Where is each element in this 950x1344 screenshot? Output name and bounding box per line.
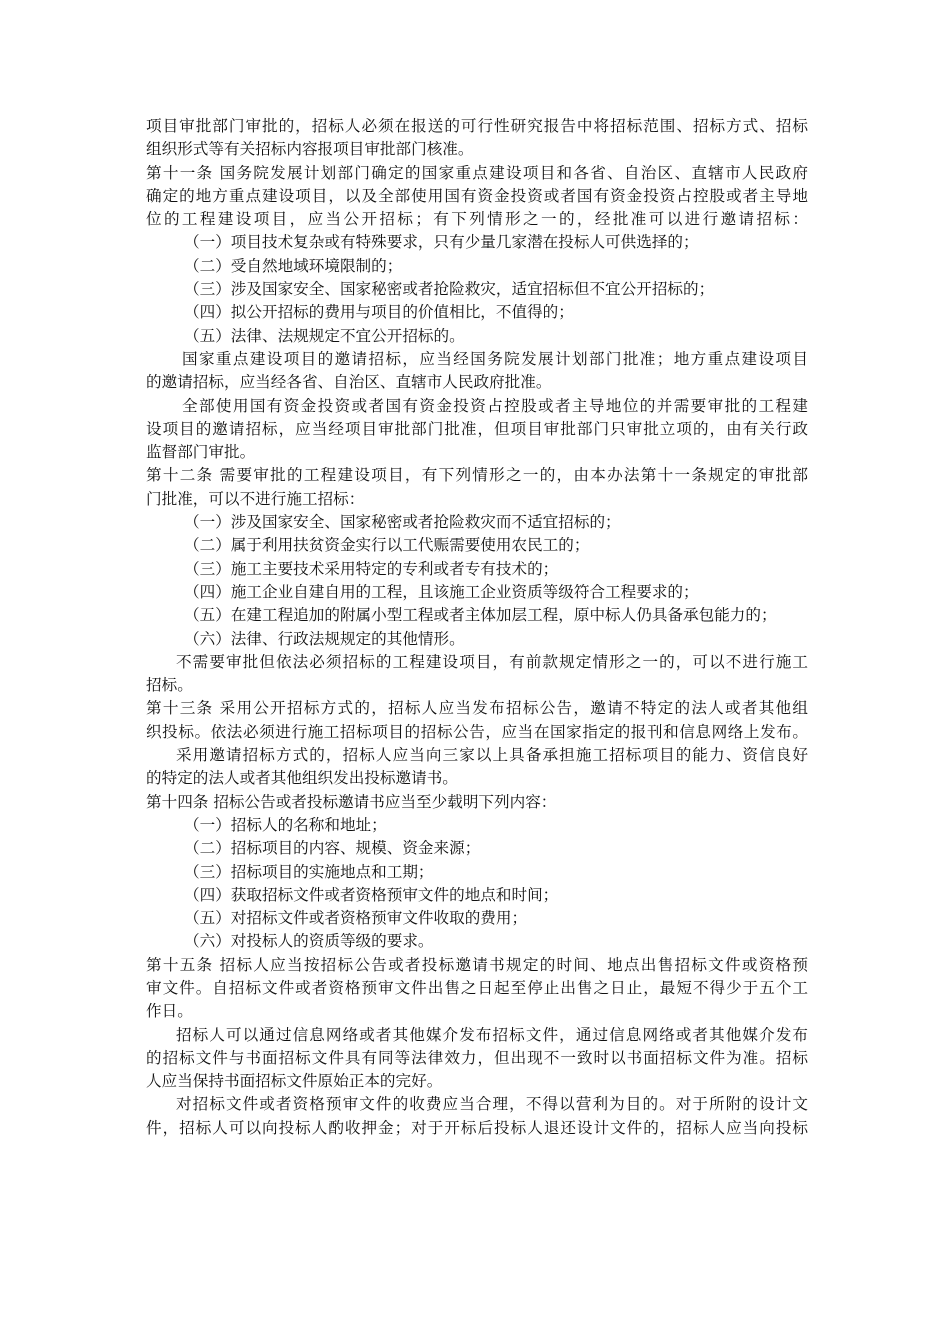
text-line: （三）招标项目的实施地点和工期； (184, 862, 434, 881)
text-line: 门批准，可以不进行施工招标： (146, 489, 365, 508)
text-line: 作日。 (146, 1002, 193, 1021)
text-line: （一）项目技术复杂或有特殊要求，只有少量几家潜在投标人可供选择的； (184, 233, 699, 252)
text-line: （三）涉及国家安全、国家秘密或者抢险救灾，适宜招标但不宜公开招标的； (184, 280, 715, 299)
text-line: 的特定的法人或者其他组织发出投标邀请书。 (146, 769, 458, 788)
article-14-item (146, 837, 808, 860)
article-12-item (146, 628, 808, 651)
text-line: 设项目的邀请招标，应当经项目审批部门批准，但项目审批部门只审批立项的，由有关行政 (146, 419, 808, 438)
article-13 (146, 697, 808, 744)
text-line: （一）涉及国家安全、国家秘密或者抢险救灾而不适宜招标的； (184, 513, 621, 532)
document-page (146, 115, 808, 1140)
text-line: 审文件。自招标文件或者资格预审文件出售之日起至停止出售之日止，最短不得少于五个工 (146, 978, 808, 997)
text-line: （四）拟公开招标的费用与项目的价值相比，不值得的； (184, 303, 574, 322)
article-12-item (146, 558, 808, 581)
article-11-item (146, 325, 808, 348)
article-11-paragraph (146, 395, 808, 465)
text-line: 第十一条 国务院发展计划部门确定的国家重点建设项目和各省、自治区、直辖市人民政府 (146, 163, 808, 182)
text-line: 对招标文件或者资格预审文件的收费应当合理，不得以营利为目的。对于所附的设计文 (176, 1095, 808, 1114)
article-14-item (146, 814, 808, 837)
text-line: 监督部门审批。 (146, 443, 256, 462)
text-line: （五）在建工程追加的附属小型工程或者主体加层工程，原中标人仍具备承包能力的； (184, 606, 777, 625)
text-line: 招标人可以通过信息网络或者其他媒介发布招标文件，通过信息网络或者其他媒介发布 (176, 1025, 808, 1044)
article-11 (146, 162, 808, 232)
text-line: 第十二条 需要审批的工程建设项目，有下列情形之一的，由本办法第十一条规定的审批部 (146, 466, 808, 485)
text-line: （二）招标项目的内容、规模、资金来源； (184, 839, 481, 858)
text-line: （一）招标人的名称和地址； (184, 815, 387, 834)
text-line: （二）受自然地域环境限制的； (184, 256, 403, 275)
text-line: 组织形式等有关招标内容报项目审批部门核准。 (146, 140, 474, 159)
text-line: （五）对招标文件或者资格预审文件收取的费用； (184, 909, 528, 928)
article-11-item (146, 231, 808, 254)
text-line: 件，招标人可以向投标人酌收押金；对于开标后投标人退还设计文件的，招标人应当向投标 (146, 1118, 808, 1137)
text-line: 国家重点建设项目的邀请招标，应当经国务院发展计划部门批准；地方重点建设项目 (182, 349, 808, 368)
text-line: 确定的地方重点建设项目，以及全部使用国有资金投资或者国有资金投资占控股或者主导地 (146, 186, 808, 205)
article-11-item (146, 301, 808, 324)
text-line: 招标。 (146, 676, 193, 695)
article-11-item (146, 255, 808, 278)
article-13-paragraph (146, 744, 808, 791)
text-line: （二）属于利用扶贫资金实行以工代赈需要使用农民工的； (184, 536, 590, 555)
article-14-item (146, 907, 808, 930)
article-14-item (146, 861, 808, 884)
text-line: 人应当保持书面招标文件原始正本的完好。 (146, 1072, 443, 1091)
article-15-paragraph (146, 1093, 808, 1140)
text-line: 第十五条 招标人应当按招标公告或者投标邀请书规定的时间、地点出售招标文件或资格预 (146, 955, 808, 974)
text-line: （六）法律、行政法规规定的其他情形。 (184, 629, 465, 648)
article-12-item (146, 581, 808, 604)
article-14-item (146, 884, 808, 907)
article-12-item (146, 604, 808, 627)
text-line: （五）法律、法规规定不宜公开招标的。 (184, 326, 465, 345)
text-line: （四）施工企业自建自用的工程，且该施工企业资质等级符合工程要求的； (184, 582, 699, 601)
article-12 (146, 464, 808, 511)
article-12-item (146, 511, 808, 534)
text-line: 第十三条 采用公开招标方式的，招标人应当发布招标公告，邀请不特定的法人或者其他组 (146, 699, 808, 718)
article-15-paragraph (146, 1024, 808, 1094)
article-14-item (146, 930, 808, 953)
article-12-item (146, 534, 808, 557)
text-line: 的邀请招标，应当经各省、自治区、直辖市人民政府批准。 (146, 373, 552, 392)
article-11-item (146, 278, 808, 301)
article-11-paragraph (146, 348, 808, 395)
text-line: 项目审批部门审批的，招标人必须在报送的可行性研究报告中将招标范围、招标方式、招标 (146, 117, 808, 135)
text-line: 全部使用国有资金投资或者国有资金投资占控股或者主导地位的并需要审批的工程建 (182, 396, 808, 415)
paragraph-continuation (146, 115, 808, 162)
article-12-paragraph (146, 651, 808, 698)
article-14 (146, 791, 808, 814)
text-line: （六）对投标人的资质等级的要求。 (184, 932, 434, 951)
article-15 (146, 954, 808, 1024)
text-line: 织投标。依法必须进行施工招标项目的招标公告，应当在国家指定的报刊和信息网络上发布。 (146, 722, 808, 741)
text-line: 不需要审批但依法必须招标的工程建设项目，有前款规定情形之一的，可以不进行施工 (176, 652, 808, 671)
text-line: （四）获取招标文件或者资格预审文件的地点和时间； (184, 885, 559, 904)
text-line: 第十四条 招标公告或者投标邀请书应当至少载明下列内容： (146, 792, 557, 811)
text-line: 位的工程建设项目，应当公开招标；有下列情形之一的，经批准可以进行邀请招标： (146, 210, 808, 229)
text-line: 采用邀请招标方式的，招标人应当向三家以上具备承担施工招标项目的能力、资信良好 (176, 746, 808, 765)
text-line: 的招标文件与书面招标文件具有同等法律效力，但出现不一致时以书面招标文件为准。招标 (146, 1048, 808, 1067)
text-line: （三）施工主要技术采用特定的专利或者专有技术的； (184, 559, 559, 578)
